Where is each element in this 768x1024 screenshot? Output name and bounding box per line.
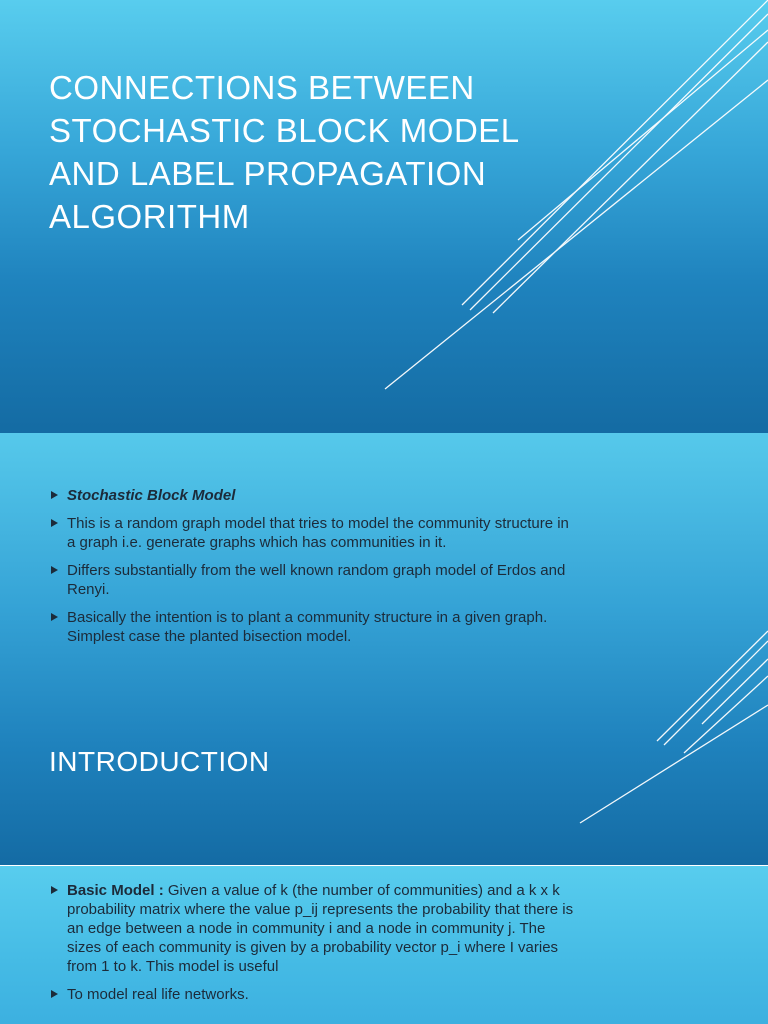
bullet-icon xyxy=(51,491,58,499)
bullet-list xyxy=(49,486,579,655)
list-item xyxy=(49,561,579,599)
introduction-slide xyxy=(0,433,768,865)
list-item xyxy=(49,985,574,1004)
bullet-list xyxy=(49,881,574,1013)
bullet-text: Basically the intention is to plant a community structure in a given graph. Simplest case the planted bisection model. xyxy=(67,609,548,645)
list-item xyxy=(49,514,579,552)
bullet-icon xyxy=(51,613,58,621)
bullet-text: Given a value of k (the number of communities) and a k x k probability matrix where the value p_ij represents the probability that there is an edge between a node in community i and a node in community j. The sizes of each community is given by a probability vector p_i where I varies from 1 to k. This model is useful xyxy=(67,882,574,975)
slide-title: CONNECTIONS BETWEEN STOCHASTIC BLOCK MODEL AND LABEL PROPAGATION ALGORITHM xyxy=(49,69,519,235)
bullet-text: Differs substantially from the well known random graph model of Erdos and Renyi. xyxy=(67,562,566,598)
bullet-icon xyxy=(51,566,58,574)
list-item xyxy=(49,881,574,976)
basic-model-slide xyxy=(0,866,768,1024)
list-item xyxy=(49,608,579,646)
slide-title: INTRODUCTION xyxy=(49,746,270,777)
title-slide xyxy=(0,0,768,433)
bullet-icon xyxy=(51,519,58,527)
bullet-icon xyxy=(51,990,58,998)
bullet-icon xyxy=(51,886,58,894)
bullet-heading: Stochastic Block Model xyxy=(67,487,236,504)
bullet-text: To model real life networks. xyxy=(67,986,249,1003)
bullet-heading: Basic Model : xyxy=(67,882,164,899)
list-item xyxy=(49,486,579,505)
bullet-text: This is a random graph model that tries to model the community structure in a graph i.e. generate graphs which has communities in it. xyxy=(67,515,569,551)
